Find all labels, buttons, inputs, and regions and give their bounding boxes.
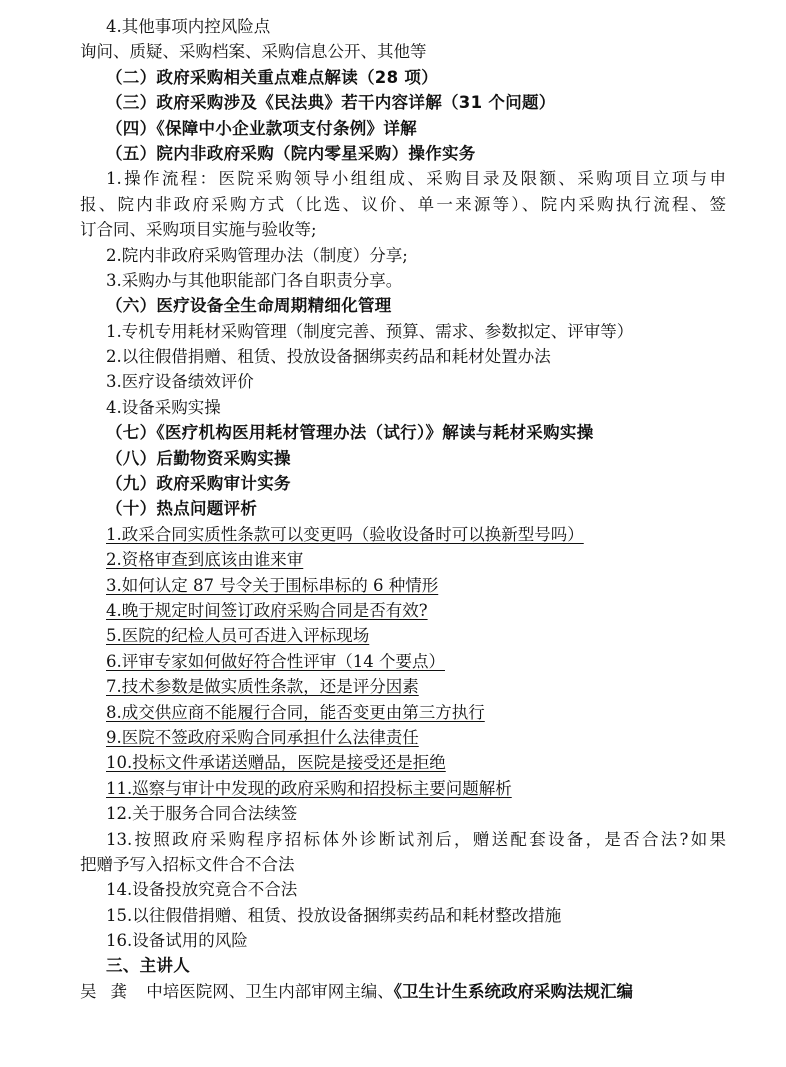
- text-line: 3.采购办与其他职能部门各自职责分享。: [106, 270, 403, 290]
- hot-topic-link-text: 10.投标文件承诺送赠品，医院是接受还是拒绝: [106, 753, 446, 773]
- section-heading: （五）院内非政府采购（院内零星采购）操作实务: [106, 143, 476, 163]
- speaker-line: [80, 979, 726, 1004]
- section-heading: （六）医疗设备全生命周期精细化管理: [106, 296, 392, 316]
- text-line: 4.设备采购实操: [106, 397, 221, 417]
- hot-topic-item: [80, 573, 726, 598]
- hot-topic-link-text: 5.医院的纪检人员可否进入评标现场: [106, 626, 370, 646]
- text-line: 把赠予写入招标文件合不合法: [80, 854, 295, 874]
- text-line: 13.按照政府采购程序招标体外诊断试剂后，赠送配套设备，是否合法?如果: [106, 829, 726, 849]
- text-line: 1.操作流程：医院采购领导小组组成、采购目录及限额、采购项目立项与申: [106, 169, 726, 189]
- hot-topic-item: [80, 547, 726, 572]
- hot-topic-item: [80, 522, 726, 547]
- text-line: 15.以往假借捐赠、租赁、投放设备捆绑卖药品和耗材整改措施: [106, 905, 562, 925]
- section-heading: （二）政府采购相关重点难点解读（28 项）: [106, 67, 439, 87]
- hot-topic-item: [80, 750, 726, 775]
- section-heading: （九）政府采购审计实务: [106, 474, 291, 494]
- section-heading: 三、主讲人: [106, 956, 190, 976]
- text-line: 3.医疗设备绩效评价: [106, 372, 254, 392]
- text-line: 报、院内非政府采购方式（比选、议价、单一来源等）、院内采购执行流程、签: [80, 194, 726, 214]
- hot-topic-link-text: 4.晚于规定时间签订政府采购合同是否有效?: [106, 600, 428, 620]
- text-line: 14.设备投放究竟合不合法: [106, 880, 298, 900]
- hot-topic-link-text: 2.资格审查到底该由谁来审: [106, 550, 304, 570]
- text-line: 1.专机专用耗材采购管理（制度完善、预算、需求、参数拟定、评审等）: [106, 321, 634, 341]
- hot-topic-item: [80, 623, 726, 648]
- text-line: 询问、质疑、采购档案、采购信息公开、其他等: [80, 42, 427, 62]
- hot-topic-link-text: 7.技术参数是做实质性条款，还是评分因素: [106, 677, 419, 697]
- hot-topic-item: [80, 776, 726, 801]
- hot-topic-link-text: 9.医院不签政府采购合同承担什么法律责任: [106, 727, 419, 747]
- hot-topic-link-text: 6.评审专家如何做好符合性评审（14 个要点）: [106, 651, 445, 671]
- hot-topic-item: [80, 700, 726, 725]
- text-line: 2.以往假借捐赠、租赁、投放设备捆绑卖药品和耗材处置办法: [106, 347, 551, 367]
- hot-topics-list: [80, 522, 726, 801]
- text-line: 4.其他事项内控风险点: [106, 17, 271, 36]
- hot-topic-item: [80, 649, 726, 674]
- text-line: 订合同、采购项目实施与验收等;: [80, 220, 317, 240]
- section-heading: （四）《保障中小企业款项支付条例》详解: [106, 118, 417, 138]
- section-block-a: [80, 14, 726, 522]
- section-block-b: [80, 801, 726, 979]
- text-line: 16.设备试用的风险: [106, 931, 248, 951]
- hot-topic-link-text: 8.成交供应商不能履行合同，能否变更由第三方执行: [106, 702, 485, 722]
- hot-topic-item: [80, 674, 726, 699]
- speaker-book-title: 《卫生计生系统政府采购法规汇编: [393, 981, 633, 1001]
- hot-topic-item: [80, 725, 726, 750]
- hot-topic-link-text: 3.如何认定 87 号令关于围标串标的 6 种情形: [106, 575, 439, 595]
- text-line: 2.院内非政府采购管理办法（制度）分享;: [106, 245, 408, 265]
- section-heading: （七）《医疗机构医用耗材管理办法（试行）》解读与耗材采购实操: [106, 423, 594, 443]
- section-heading: （十）热点问题评析: [106, 499, 258, 519]
- speaker-name: 吴龚: [80, 981, 141, 1001]
- hot-topic-item: [80, 598, 726, 623]
- hot-topic-link-text: 1.政采合同实质性条款可以变更吗（验收设备时可以换新型号吗）: [106, 524, 584, 544]
- section-heading: （三）政府采购涉及《民法典》若干内容详解（31 个问题）: [106, 93, 556, 113]
- text-line: 12.关于服务合同合法续签: [106, 804, 298, 824]
- hot-topic-link-text: 11.巡察与审计中发现的政府采购和招投标主要问题解析: [106, 778, 512, 798]
- section-heading: （八）后勤物资采购实操: [106, 448, 291, 468]
- speaker-description: 中培医院网、卫生内部审网主编、: [141, 981, 394, 1001]
